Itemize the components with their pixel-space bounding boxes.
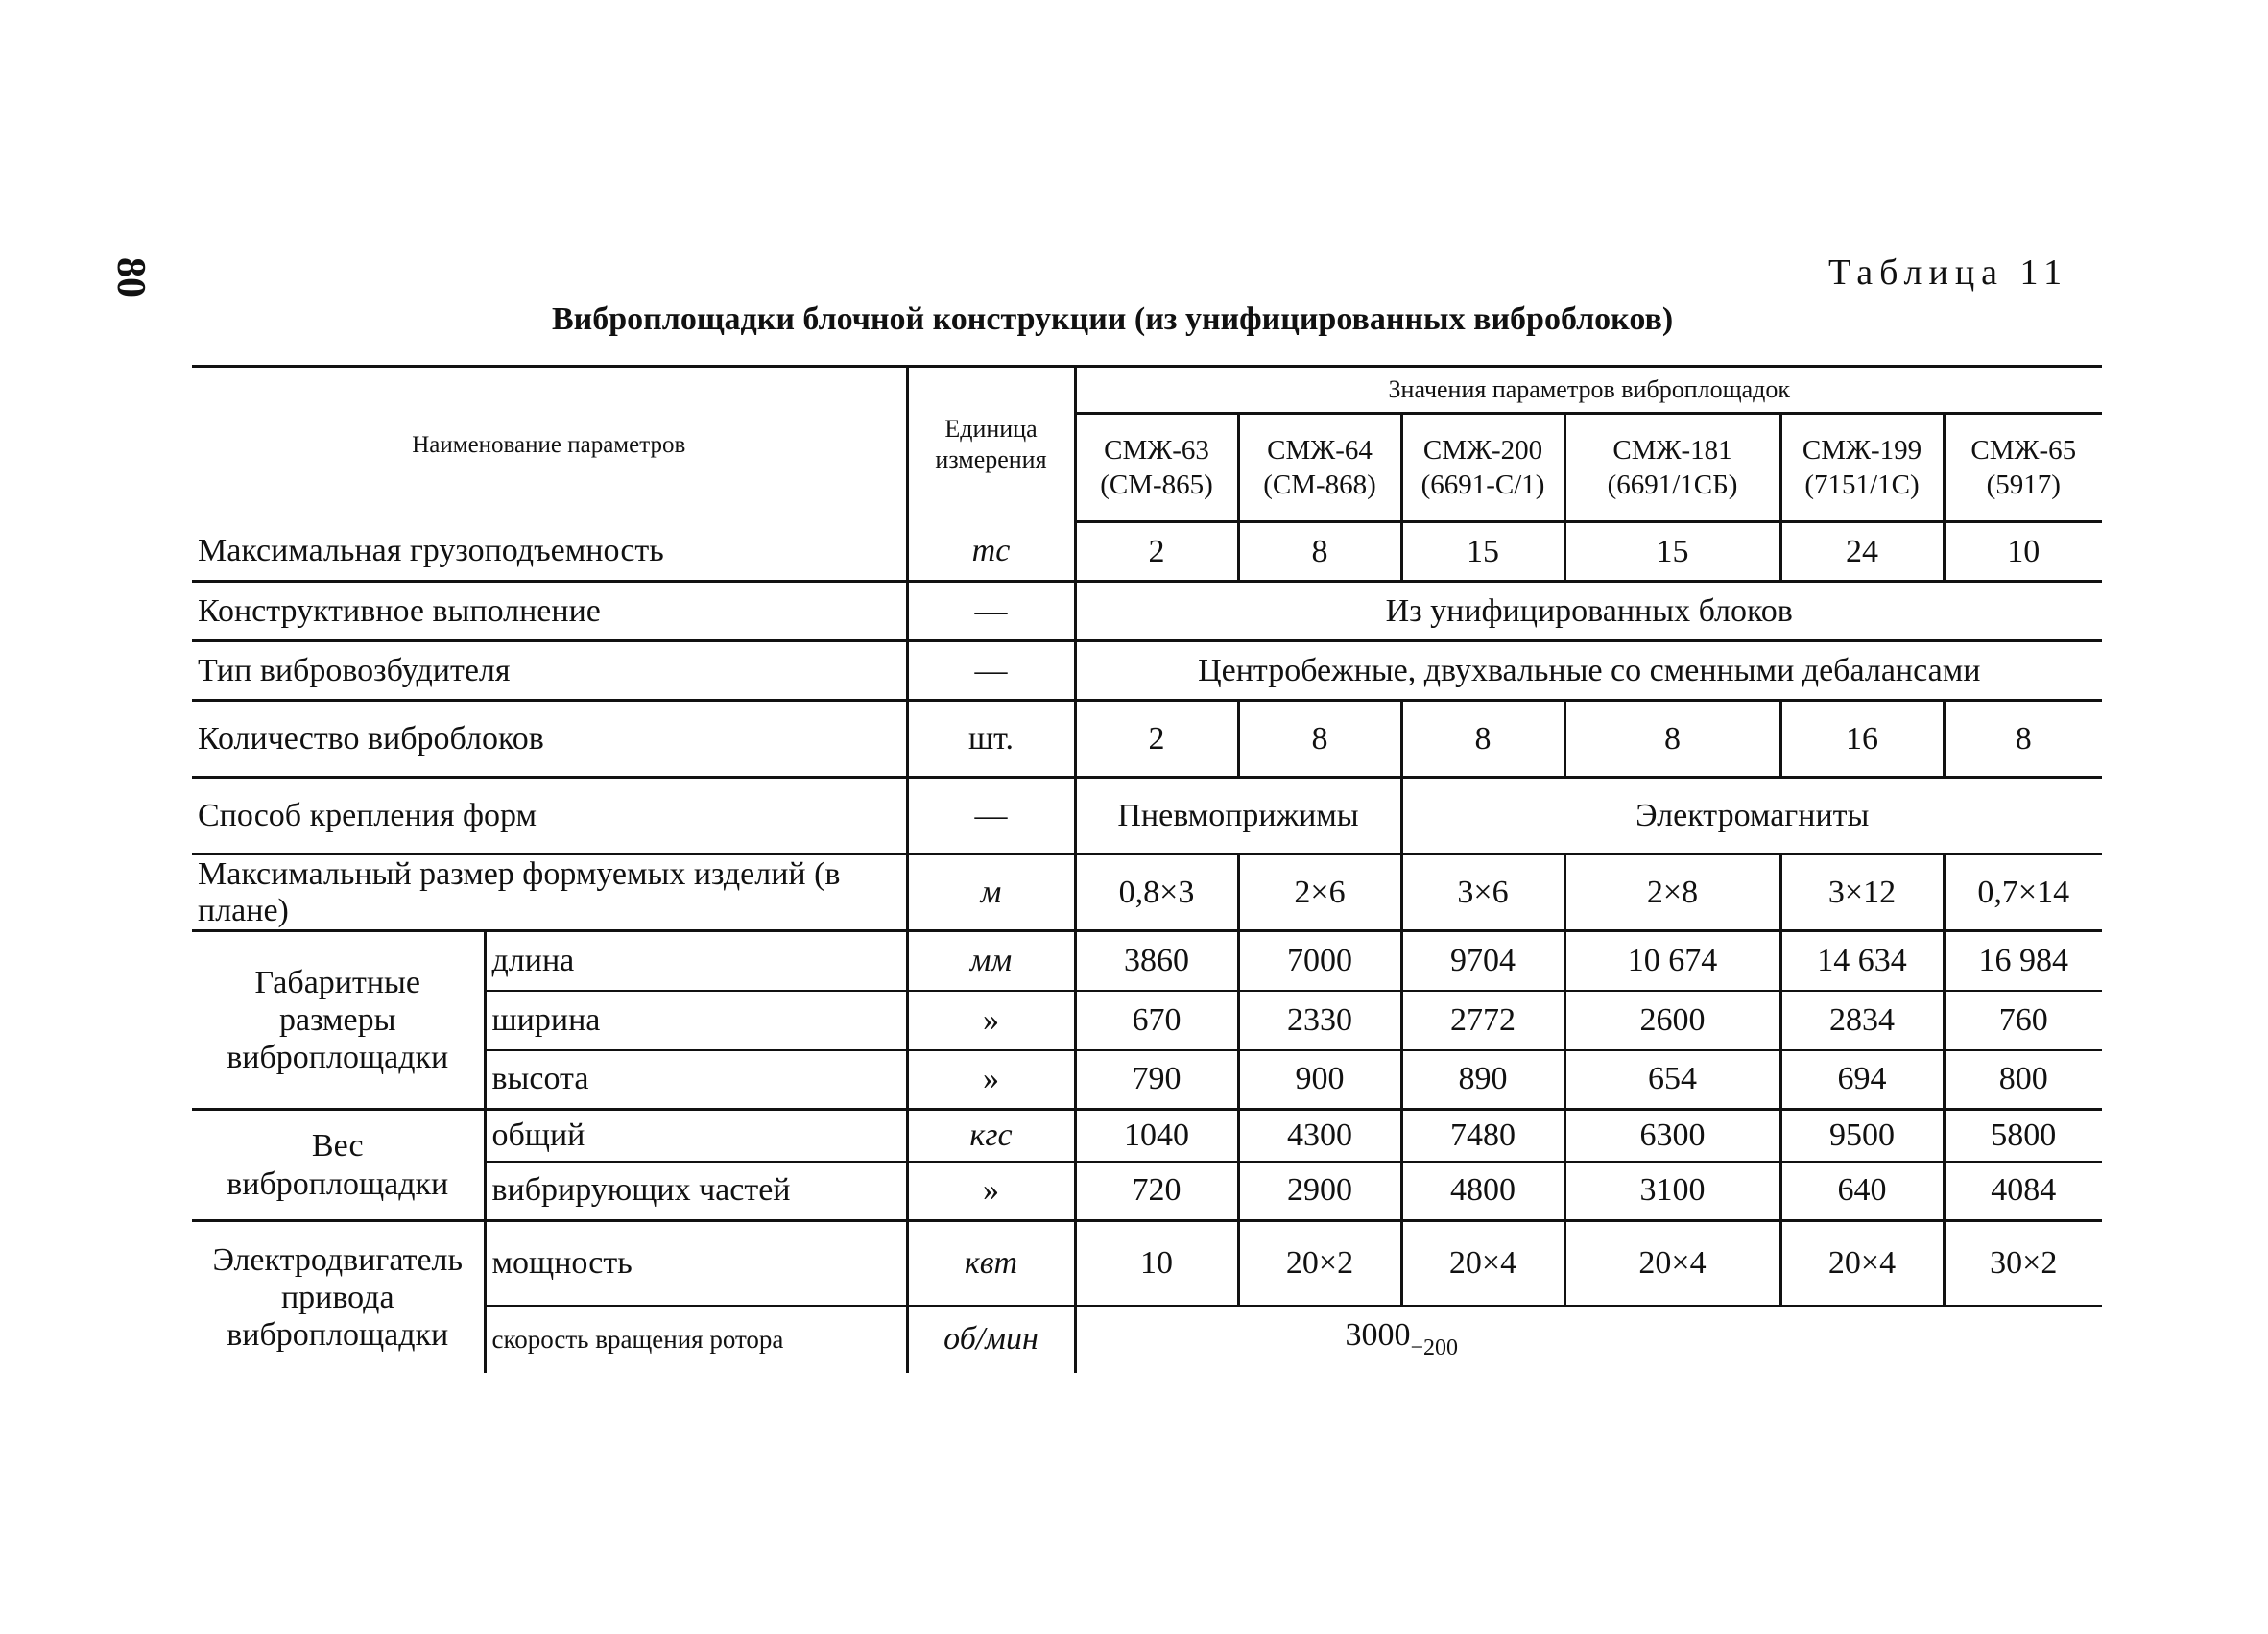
table-row	[192, 701, 2102, 778]
speed-value: 3000	[1345, 1317, 1411, 1353]
value-cell: 694	[1780, 1050, 1944, 1110]
value-cell: 2900	[1238, 1162, 1401, 1221]
value-cell: 8	[1238, 522, 1401, 582]
param-name: Конструктивное выполнение	[192, 582, 907, 641]
model-code: СМЖ-181	[1612, 434, 1732, 466]
table-row	[192, 854, 2102, 931]
value-cell: 20×4	[1401, 1221, 1564, 1306]
sub-param-name: мощность	[485, 1221, 907, 1306]
value-cell: 4300	[1238, 1110, 1401, 1162]
param-name: Максимальная грузоподъемность	[192, 522, 907, 582]
unit-cell: м	[907, 854, 1075, 931]
value-cell: 6300	[1564, 1110, 1780, 1162]
unit-cell: мм	[907, 931, 1075, 991]
page-number: 80	[108, 257, 153, 298]
unit-cell: —	[907, 582, 1075, 641]
speed-tolerance: −200	[1410, 1335, 1459, 1360]
table-row	[192, 641, 2102, 701]
value-cell: 654	[1564, 1050, 1780, 1110]
value-cell: 4084	[1944, 1162, 2102, 1221]
group-label: Электродвигатель привода виброплощадки	[212, 1241, 464, 1353]
model-alt-code: (5917)	[1986, 469, 2061, 500]
value-cell: 800	[1944, 1050, 2102, 1110]
table-title: Виброплощадки блочной конструкции (из унифицированных виброблоков)	[552, 301, 1674, 337]
value-cell: 2×6	[1238, 854, 1401, 931]
value-cell: 16 984	[1944, 931, 2102, 991]
value-cell: 2772	[1401, 991, 1564, 1050]
table-row	[192, 1110, 2102, 1162]
value-cell: 0,7×14	[1944, 854, 2102, 931]
model-code: СМЖ-199	[1802, 434, 1922, 466]
value-cell: 7480	[1401, 1110, 1564, 1162]
value-cell: 10	[1944, 522, 2102, 582]
model-header	[1238, 414, 1401, 522]
table-row	[192, 582, 2102, 641]
value-cell: 20×2	[1238, 1221, 1401, 1306]
value-cell: 24	[1780, 522, 1944, 582]
value-cell: 15	[1401, 522, 1564, 582]
group-label: Габаритные размеры виброплощадки	[192, 931, 485, 1110]
value-cell-merged	[1075, 1306, 2102, 1373]
value-cell: 2×8	[1564, 854, 1780, 931]
value-cell: 8	[1944, 701, 2102, 778]
param-name: Количество виброблоков	[192, 701, 907, 778]
model-alt-code: (7151/1С)	[1804, 469, 1920, 500]
value-cell: 2	[1075, 701, 1238, 778]
value-cell: 3860	[1075, 931, 1238, 991]
model-header	[1075, 414, 1238, 522]
unit-cell: тс	[907, 522, 1075, 582]
unit-cell: —	[907, 641, 1075, 701]
unit-cell: »	[907, 991, 1075, 1050]
value-cell: 760	[1944, 991, 2102, 1050]
value-cell: 900	[1238, 1050, 1401, 1110]
value-cell: 4800	[1401, 1162, 1564, 1221]
sub-param-name: скорость вращения ротора	[485, 1306, 907, 1373]
value-cell: 8	[1564, 701, 1780, 778]
value-cell: 5800	[1944, 1110, 2102, 1162]
unit-column-header	[907, 367, 1075, 522]
value-cell: 890	[1401, 1050, 1564, 1110]
unit-cell: квт	[907, 1221, 1075, 1306]
value-cell: 9704	[1401, 931, 1564, 991]
sub-param-name: высота	[485, 1050, 907, 1110]
sub-param-name: длина	[485, 931, 907, 991]
value-cell: 3100	[1564, 1162, 1780, 1221]
model-alt-code: (СМ-868)	[1263, 469, 1376, 500]
sub-param-name: ширина	[485, 991, 907, 1050]
table-row	[192, 522, 2102, 582]
value-cell: 15	[1564, 522, 1780, 582]
param-column-header: Наименование параметров	[192, 367, 907, 522]
model-code: СМЖ-64	[1267, 434, 1373, 466]
model-header	[1401, 414, 1564, 522]
value-cell: 670	[1075, 991, 1238, 1050]
value-cell: 2600	[1564, 991, 1780, 1050]
value-cell: 8	[1238, 701, 1401, 778]
sub-param-name: вибрирующих частей	[485, 1162, 907, 1221]
model-header	[1780, 414, 1944, 522]
table-label: Таблица 11	[1828, 252, 2069, 293]
value-cell: 790	[1075, 1050, 1238, 1110]
param-name: Максимальный размер формуемых изделий (в плане)	[192, 854, 907, 931]
model-header	[1564, 414, 1780, 522]
param-name: Тип вибровозбудителя	[192, 641, 907, 701]
value-cell: 3×12	[1780, 854, 1944, 931]
value-cell: 7000	[1238, 931, 1401, 991]
value-cell: 20×4	[1564, 1221, 1780, 1306]
value-cell-merged: Пневмоприжимы	[1075, 778, 1401, 854]
value-cell: 2330	[1238, 991, 1401, 1050]
value-cell: 720	[1075, 1162, 1238, 1221]
values-group-header: Значения параметров виброплощадок	[1075, 367, 2102, 414]
model-code: СМЖ-65	[1970, 434, 2077, 466]
model-alt-code: (6691/1СБ)	[1607, 469, 1738, 500]
value-cell: 16	[1780, 701, 1944, 778]
sub-param-name: общий	[485, 1110, 907, 1162]
value-cell: 9500	[1780, 1110, 1944, 1162]
unit-header-line2: измерения	[935, 445, 1047, 474]
value-cell: 14 634	[1780, 931, 1944, 991]
value-cell: 10	[1075, 1221, 1238, 1306]
spec-table	[192, 365, 2102, 1373]
unit-cell: —	[907, 778, 1075, 854]
model-header	[1944, 414, 2102, 522]
unit-cell: »	[907, 1050, 1075, 1110]
value-cell: 2	[1075, 522, 1238, 582]
model-alt-code: (6691-С/1)	[1420, 469, 1545, 500]
group-label: Вес виброплощадки	[192, 1110, 485, 1221]
value-cell-merged: Из унифицированных блоков	[1075, 582, 2102, 641]
unit-cell: об/мин	[907, 1306, 1075, 1373]
model-code: СМЖ-200	[1422, 434, 1543, 466]
value-cell: 3×6	[1401, 854, 1564, 931]
unit-cell: »	[907, 1162, 1075, 1221]
param-name: Способ крепления форм	[192, 778, 907, 854]
unit-header-line1: Единица	[944, 414, 1038, 443]
model-alt-code: (СМ-865)	[1100, 469, 1213, 500]
table-row	[192, 778, 2102, 854]
value-cell: 30×2	[1944, 1221, 2102, 1306]
value-cell: 8	[1401, 701, 1564, 778]
table-row	[192, 1221, 2102, 1306]
value-cell: 0,8×3	[1075, 854, 1238, 931]
model-code: СМЖ-63	[1104, 434, 1209, 466]
value-cell-merged: Электромагниты	[1401, 778, 2102, 854]
unit-cell: шт.	[907, 701, 1075, 778]
value-cell: 2834	[1780, 991, 1944, 1050]
value-cell: 10 674	[1564, 931, 1780, 991]
unit-cell: кгс	[907, 1110, 1075, 1162]
value-cell-merged: Центробежные, двухвальные со сменными дебалансами	[1075, 641, 2102, 701]
value-cell: 640	[1780, 1162, 1944, 1221]
value-cell: 20×4	[1780, 1221, 1944, 1306]
value-cell: 1040	[1075, 1110, 1238, 1162]
table-row	[192, 931, 2102, 991]
